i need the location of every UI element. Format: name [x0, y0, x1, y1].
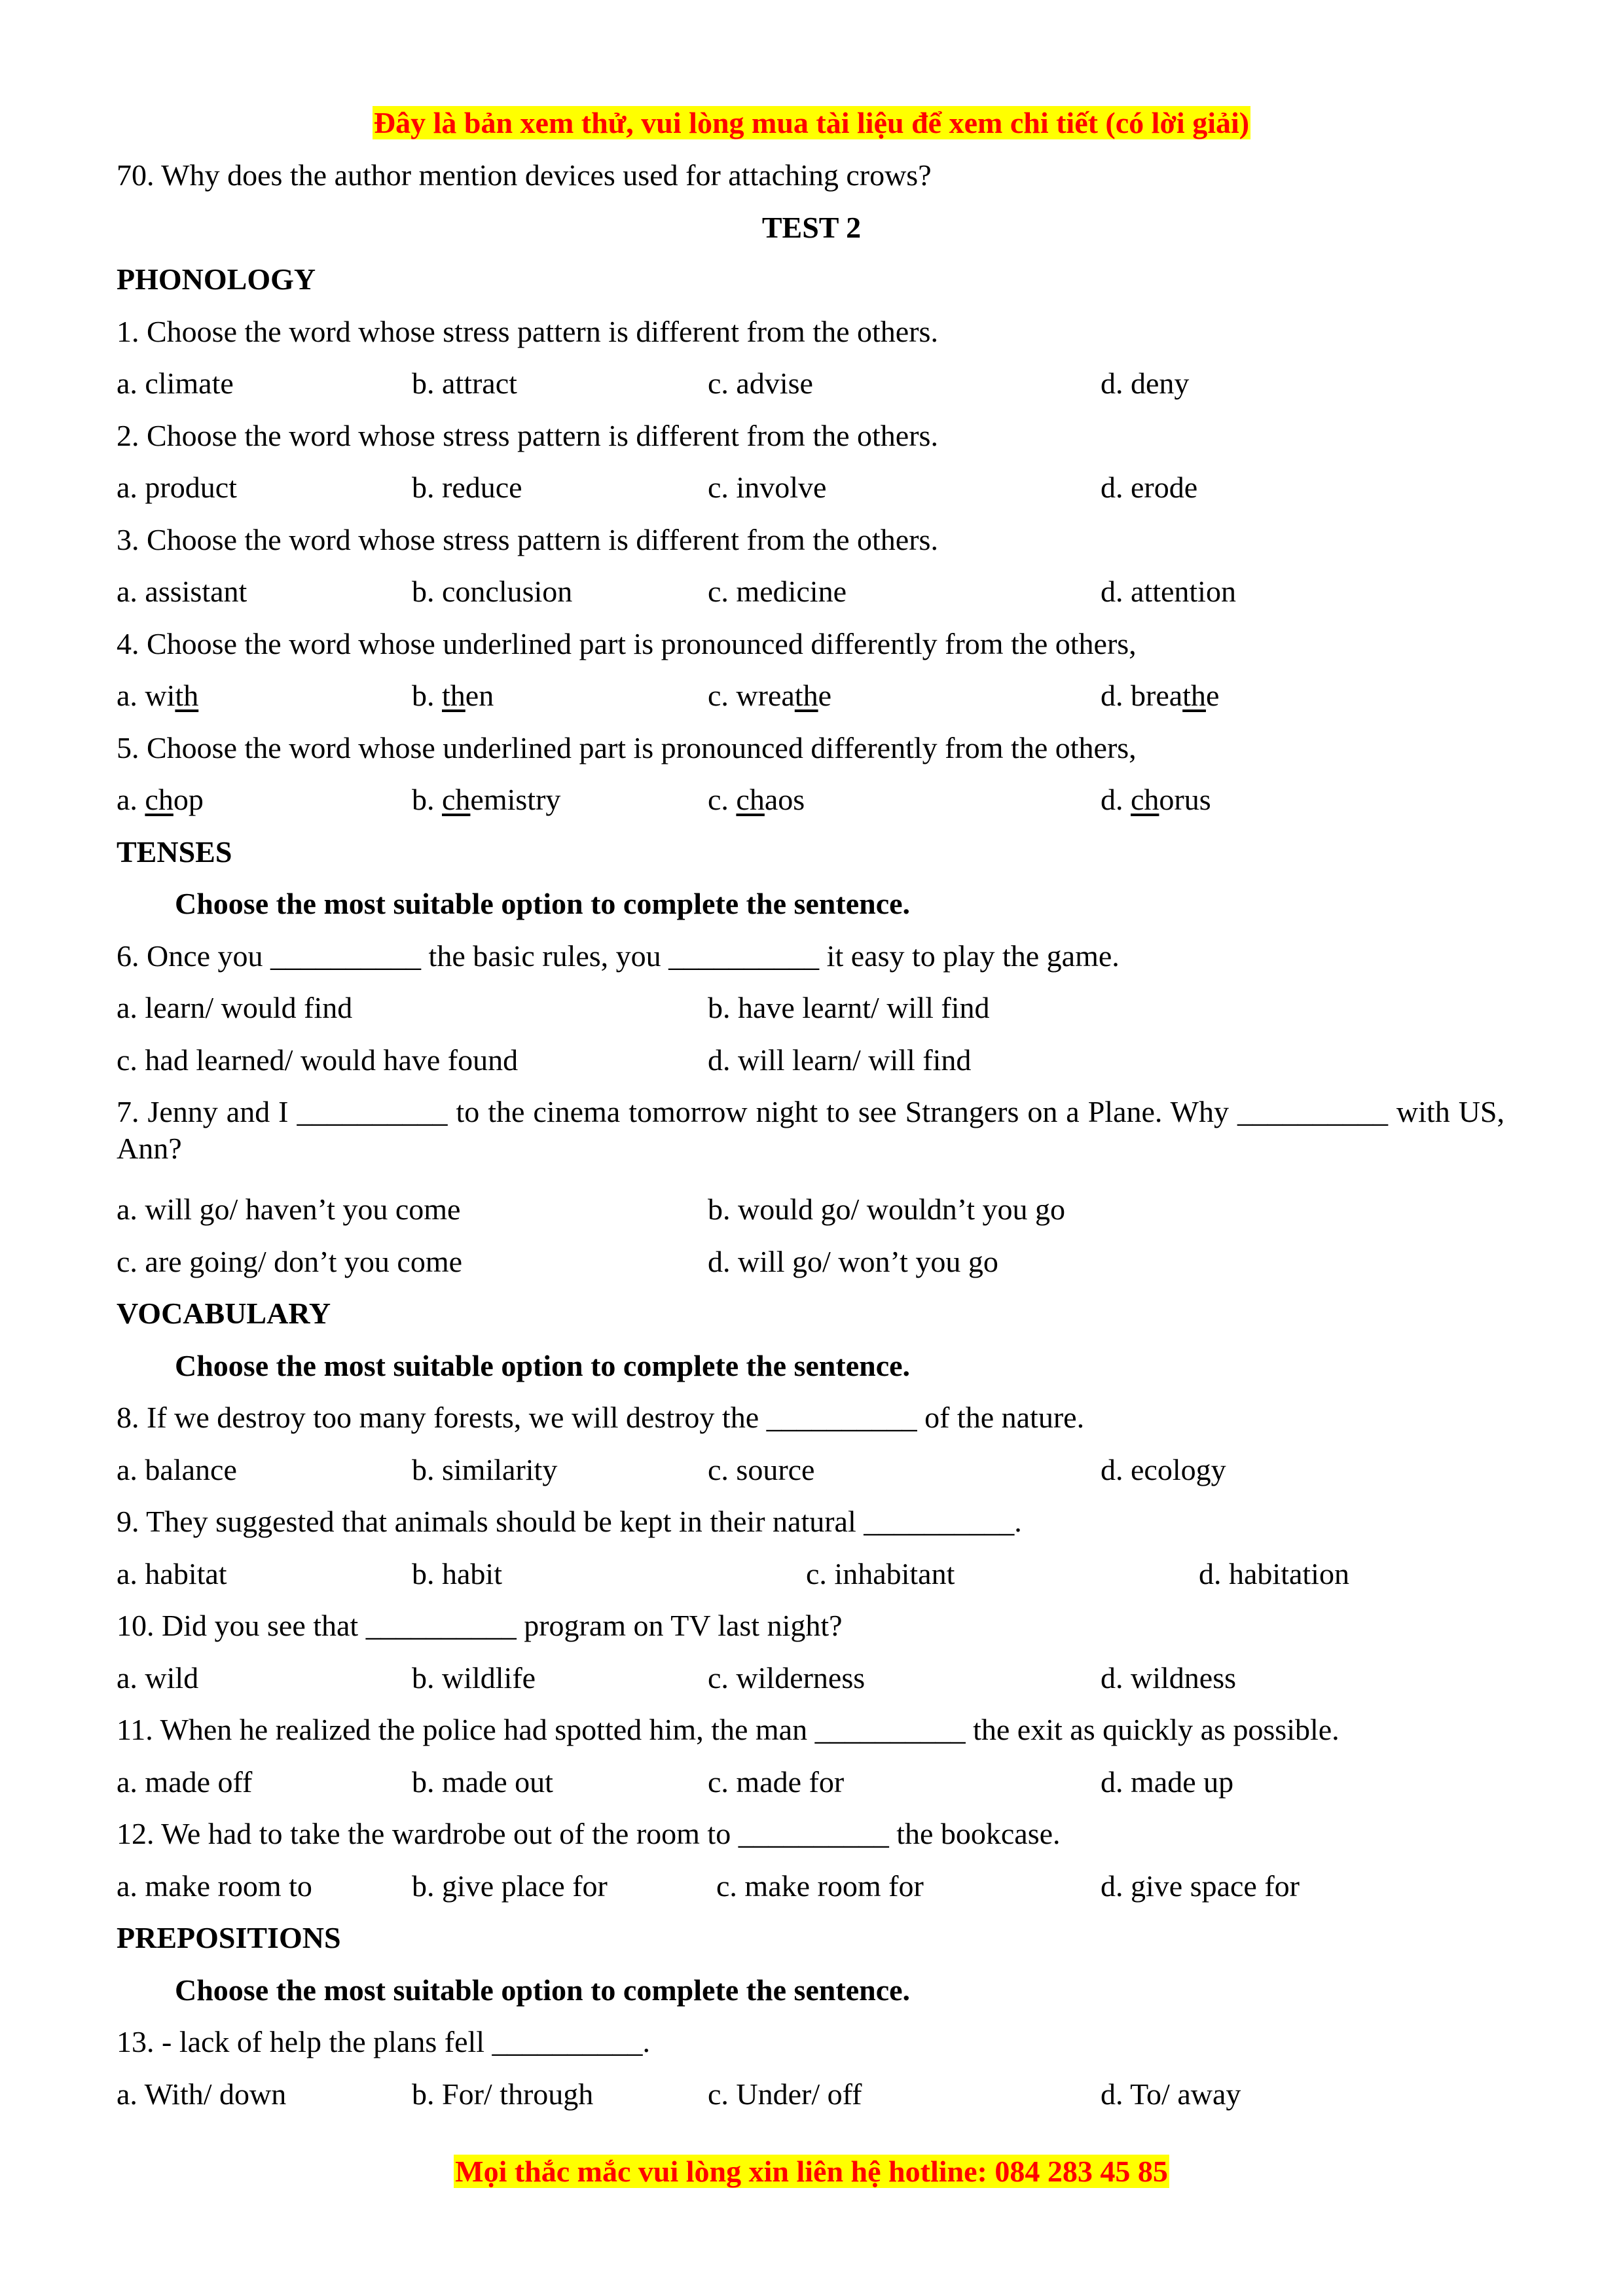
- question-text: 8. If we destroy too many forests, we will destroy the __________ of the nature.: [117, 1401, 1085, 1434]
- option-d: d. will go/ won’t you go: [708, 1245, 998, 1278]
- option-b: b. reduce: [412, 471, 522, 504]
- option-a: a. made off: [117, 1765, 253, 1799]
- option-a: a. assistant: [117, 575, 247, 608]
- instruction: Choose the most suitable option to complete the sentence.: [175, 1349, 911, 1382]
- option-b: b. conclusion: [412, 575, 573, 608]
- option-a: a. will go/ haven’t you come: [117, 1193, 461, 1226]
- option-b: b. For/ through: [412, 2077, 594, 2111]
- question-text: 4. Choose the word whose underlined part is pronounced differently from the others,: [117, 627, 1137, 660]
- option-b: b. give place for: [412, 1869, 608, 1903]
- instruction: Choose the most suitable option to complete the sentence.: [175, 887, 911, 920]
- option-c: c. are going/ don’t you come: [117, 1245, 463, 1278]
- option-c: c. advise: [708, 367, 813, 400]
- option-a: a. with: [117, 679, 199, 712]
- question-text: 9. They suggested that animals should be kept in their natural __________.: [117, 1505, 1022, 1538]
- section-tenses: TENSES: [117, 835, 232, 869]
- option-c: c. made for: [708, 1765, 845, 1799]
- option-d: d. chorus: [1101, 783, 1211, 816]
- option-c: c. wreathe: [708, 679, 831, 712]
- option-d: d. wildness: [1101, 1661, 1236, 1695]
- option-b: b. habit: [412, 1557, 502, 1590]
- option-d: d. made up: [1101, 1765, 1234, 1799]
- option-d: d. give space for: [1101, 1869, 1300, 1903]
- option-b: b. chemistry: [412, 783, 561, 816]
- hotline-banner: [0, 2153, 1623, 2190]
- option-a: a. With/ down: [117, 2077, 287, 2111]
- question-text: 11. When he realized the police had spotted him, the man __________ the exit as quickly as possible.: [117, 1713, 1340, 1746]
- section-prepositions: PREPOSITIONS: [117, 1921, 341, 1954]
- section-vocabulary: VOCABULARY: [117, 1297, 331, 1330]
- option-c: c. medicine: [708, 575, 847, 608]
- option-d: d. deny: [1101, 367, 1190, 400]
- option-b: b. attract: [412, 367, 517, 400]
- option-a: a. habitat: [117, 1557, 227, 1590]
- option-a: a. learn/ would find: [117, 991, 353, 1024]
- section-phonology: PHONOLOGY: [117, 262, 316, 296]
- option-c: c. source: [708, 1453, 815, 1486]
- question-text: 5. Choose the word whose underlined part is pronounced differently from the others,: [117, 731, 1137, 764]
- test-title: TEST 2: [761, 211, 862, 244]
- option-b: b. made out: [412, 1765, 553, 1799]
- preview-banner: [0, 105, 1623, 141]
- hotline-banner-text: Mọi thắc mắc vui lòng xin liên hệ hotline: 084 283 45 85: [455, 2155, 1168, 2188]
- option-c: c. had learned/ would have found: [117, 1043, 519, 1077]
- question-text: 1. Choose the word whose stress pattern is different from the others.: [117, 315, 938, 348]
- option-d: d. To/ away: [1101, 2077, 1241, 2111]
- option-c: c. chaos: [708, 783, 805, 816]
- question-text: 6. Once you __________ the basic rules, you __________ it easy to play the game.: [117, 939, 1120, 973]
- question-text: 7. Jenny and I __________ to the cinema tomorrow night to see Strangers on a Plane. Why __________ with US, Ann?: [117, 1095, 1504, 1165]
- option-d: d. ecology: [1101, 1453, 1226, 1486]
- option-a: a. product: [117, 471, 237, 504]
- question-text: 10. Did you see that __________ program on TV last night?: [117, 1609, 843, 1642]
- question-text: 13. - lack of help the plans fell __________.: [117, 2025, 651, 2058]
- option-c: c. Under/ off: [708, 2077, 862, 2111]
- option-a: a. balance: [117, 1453, 237, 1486]
- option-c: c. wilderness: [708, 1661, 866, 1695]
- question-text: 3. Choose the word whose stress pattern is different from the others.: [117, 523, 938, 556]
- preview-banner-text: Đây là bản xem thử, vui lòng mua tài liệu để xem chi tiết (có lời giải): [373, 106, 1250, 139]
- question-text: 12. We had to take the wardrobe out of the room to __________ the bookcase.: [117, 1817, 1061, 1850]
- option-a: a. make room to: [117, 1869, 312, 1903]
- option-d: d. attention: [1101, 575, 1236, 608]
- option-c: c. involve: [708, 471, 827, 504]
- option-d: d. will learn/ will find: [708, 1043, 972, 1077]
- option-a: a. chop: [117, 783, 204, 816]
- question-70: 70. Why does the author mention devices used for attaching crows?: [117, 158, 932, 192]
- option-b: b. have learnt/ will find: [708, 991, 990, 1024]
- option-a: a. wild: [117, 1661, 199, 1695]
- instruction: Choose the most suitable option to complete the sentence.: [175, 1973, 911, 2007]
- option-d: d. habitation: [1199, 1557, 1349, 1590]
- option-a: a. climate: [117, 367, 234, 400]
- option-d: d. erode: [1101, 471, 1198, 504]
- option-c: c. inhabitant: [806, 1557, 955, 1590]
- option-d: d. breathe: [1101, 679, 1220, 712]
- option-b: b. then: [412, 679, 494, 712]
- question-text: 2. Choose the word whose stress pattern is different from the others.: [117, 419, 938, 452]
- option-b: b. would go/ wouldn’t you go: [708, 1193, 1066, 1226]
- option-c: c. make room for: [716, 1869, 924, 1903]
- option-b: b. similarity: [412, 1453, 558, 1486]
- option-b: b. wildlife: [412, 1661, 536, 1695]
